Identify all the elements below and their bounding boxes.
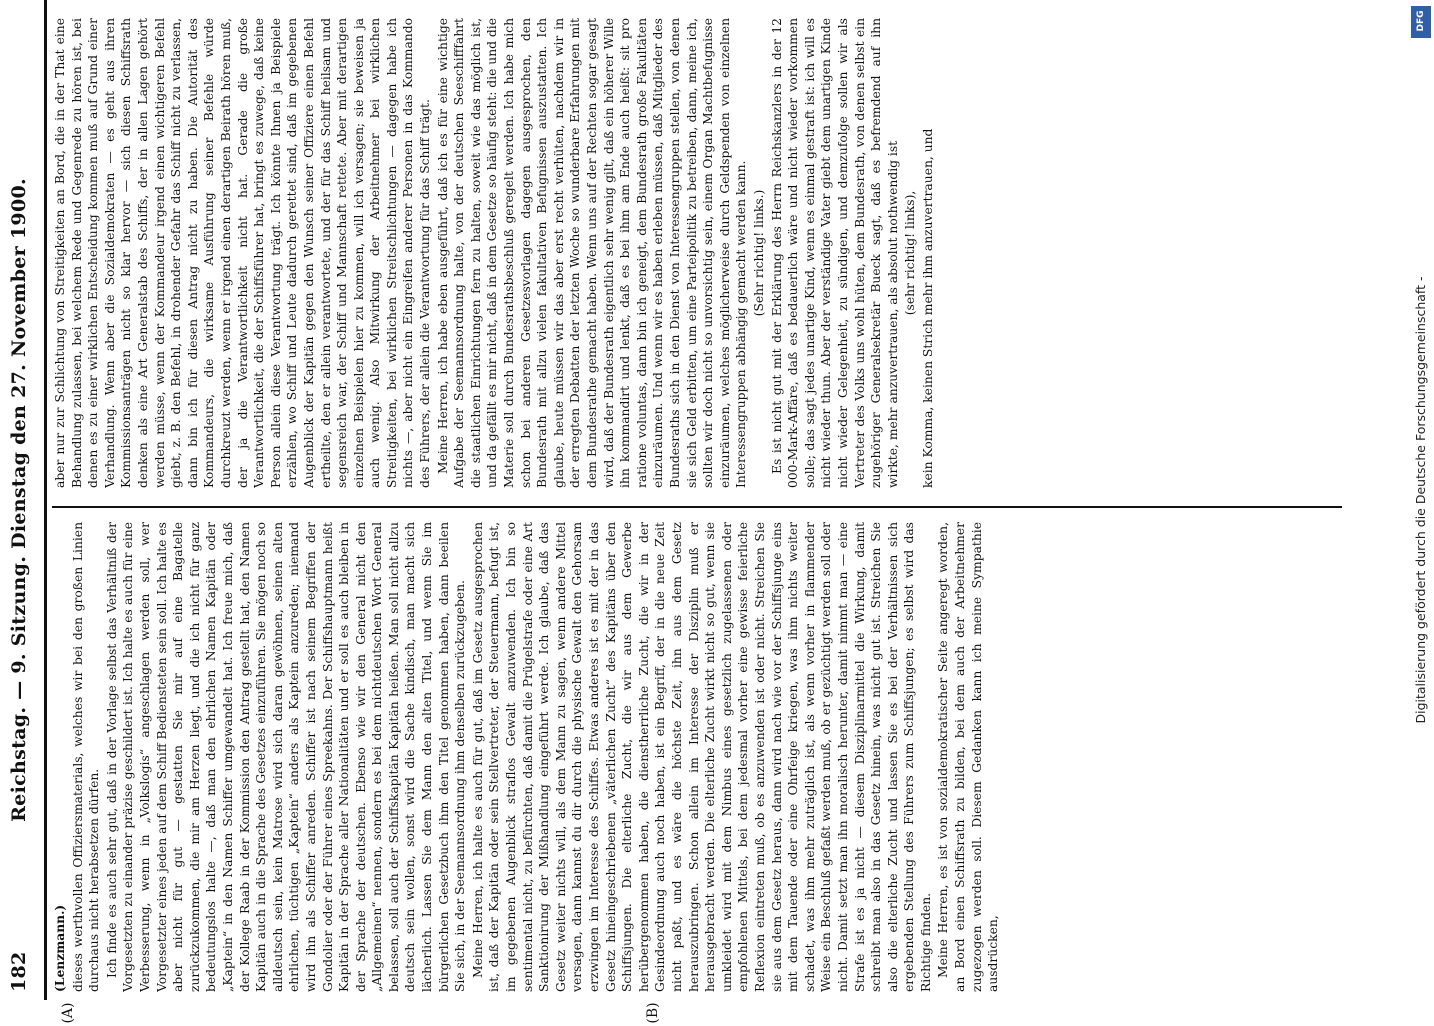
page-header [0, 0, 40, 1000]
stage-direction: (Sehr richtig! links.) [751, 189, 766, 317]
paragraph: Ich finde es auch sehr gut, daß in der Vorlage selbst das Verhältniß der Vorgesetzten zu einander präzise geschildert ist. Ich halte es auch für eine Verbesserung, wenn in „Volkslogis“ angeschlagen werden soll, wer Vorgesetzter eines jeden auf dem Schiff Bediensteten sein soll. Ich halte es aber nicht für gut — gestatten Sie mir auf eine Bagatelle zurückzukommen, die mir am Herzen liegt, und die ich nicht für ganz bedeutungslos halte —, daß man den ehrlichen Namen Kapitän oder „Kaptein“ in den Namen Schiffer umgewandelt hat. Ich freue mich, daß der Kollege Raab in der Kommission den Antrag gestellt hat, den Namen Kapitän auch in die Sprache des Gesetzes einzuführen. Sie mögen noch so alldeutsch sein, kein Matrose wird sich daran gewöhnen, seinen alten ehrlichen, tüchtigen „Kaptein“ anders als Kaptein anzureden; niemand wird ihn als Schiffer anreden. Schiffer ist nach seinem Begriffen der Gondolier oder der Führer eines Spreekahns. Der Schiffshauptmann heißt Kapitän in der Sprache aller Nationalitäten und er soll es auch bleiben in der Sprache der deutschen. Ebenso wie wir den General nicht den „Allgemeinen“ nennen, sondern es bei dem nichtdeutschen Wort General belassen, soll auch der Schiffskapitän Kapitän heißen. Man soll nicht allzu deutsch sein wollen, sonst wird die Sache kindisch, man macht sich lächerlich. Lassen Sie dem Mann den alten Titel, und wenn Sie im bürgerlichen Gesetzbuch ihm den Titel genommen haben, dann beeilen Sie sich, in der Seemannsordnung ihm denselben zurückzugeben. [104, 522, 468, 992]
paragraph: Es ist nicht gut mit der Erklärung des Herrn Reichskanzlers in der 12 000-Mark-Affäre, daß es bedauerlich wäre und nicht wieder vorkommen solle; das sagt jedes unartige Kind, wenn es einmal gestraft ist: ich will es nicht wieder thun. Aber der verständige Vater giebt dem unartigen Kinde nicht wieder Gelegenheit, zu sündigen, und demzufolge sollen wir als Vertreter des Volks uns wohl hüten, dem Bundesrath, von denen selbst ein zugehöriger Generalsekretär Bueck sagt, daß es befremdend auf ihn wirkte, mehr anzuvertrauen, als absolut nothwendig ist [769, 18, 900, 488]
page-number: 182 [8, 951, 30, 992]
paragraph: Meine Herren, ich habe eben ausgeführt, daß ich es für eine wichtige Aufgabe der Seemannsordnung halte, von der deutschen Seeschifffahrt die staatlichen Einrichtungen fern zu halten, soweit wie das möglich ist, und da gefällt es mir nicht, daß in dem Gesetze so häufig steht: die und die Materie soll durch Bundesrathsbeschluß geregelt werden. Ich habe mich schon bei anderen Gesetzesvorlagen dagegen ausgesprochen, den Bundesrath mit allzu vielen fakultativen Befugnissen auszustatten. Ich glaube, heute müssen wir das aber erst recht verhüten, nachdem wir in der erregten Debatten der letzten Woche so wunderbare Erfahrungen mit dem Bundesrathe gemacht haben. Wenn uns auf der Rechten sogar gesagt wird, daß der Bundesrath eigentlich sehr wenig gilt, daß ein höherer Wille ihn kommandirt und lenkt, daß es bei ihm am Ende auch heißt: sit pro ratione voluntas, dann bin ich geneigt, dem Bundesrath große Fakultäten einzuräumen. Und wenn wir es haben erleben müssen, daß Mitglieder des Bundesraths sich in den Dienst von Interessengruppen stellen, von denen sie sich Geld erbitten, um eine Parteipolitik zu betreiben, dann, meine ich, sollten wir doch nicht so unvorsichtig sein, einem Organ Machtbefugnisse einzuräumen, welches möglicherweise durch Geldspenden von einzelnen Interessengruppen abhängig gemacht werden kann. [435, 18, 749, 488]
paragraph: Meine Herren, ich halte es auch für gut, daß im Gesetz ausgesprochen ist, daß der Kapitän oder sein Stellvertreter, der Steuermann, befugt ist, im gegebenen Augenblick straflos Gewalt anzuwenden. Ich bin so sentimental nicht, zu befürchten, daß damit die Prügelstrafe oder eine Art Sanktionirung der Mißhandlung eingeführt werde. Ich glaube, daß das Gesetz weiter nichts will, als dem Mann zu sagen, wenn andere Mittel versagen, dann kannst du dir durch die physische Gewalt den Gehorsam erzwingen im Interesse des Schiffes. Etwas anderes ist es mit der in das Gesetz hineingeschriebenen „väterlichen Zucht“ des Kapitäns über den Schiffsjungen. Die elterliche Zucht, die wir aus dem Gewerbe herübergenommen haben, die dienstherrliche Zucht, die wir in der Gesindeordnung auch noch haben, ist ein Begriff, der in die neue Zeit nicht paßt, und es wäre die höchste Zeit, ihn aus dem Gesetz herauszubringen. Schon allein im Interesse der Disziplin muß er herausgebracht werden. Die elterliche Zucht wirkt nicht so gut, wenn sie umkleidet wird mit dem Nimbus eines gesetzlich zugelassenen oder empfohlenen Mittels, bei dem jedesmal vorher eine gewisse feierliche Reflexion eintreten muß, ob es anzuwenden ist oder nicht. Streichen Sie sie aus dem Gesetz heraus, dann wird nach wie vor der Schiffsjunge eins mit dem Tauende oder eine Ohrfeige kriegen, was ihm nichts weiter schadet, was ihm mehr zuträglich ist, als wenn vorher in flammender Weise ein Beschluß gefaßt werden muß, ob er gezüchtigt werden soll oder nicht. Damit setzt man ihn moralisch herunter, damit nimmt man — eine Strafe ist es ja nicht — diesem Disziplinarmittel die Wirkung, damit schreibt man also in das Gesetz hinein, was nicht gut ist. Streichen Sie also die elterliche Zucht und lassen Sie es bei der Verhältnissen sich ergebenden Stellung des Führers zum Schiffsjungen; es selbst wird das Richtige finden. [470, 522, 933, 992]
paragraph: kein Komma, keinen Strich mehr ihm anzuvertrauen, und [920, 128, 935, 488]
speaker-name: (Lenzmann.) [52, 904, 67, 992]
right-column [52, 18, 1342, 488]
paragraph: dieses werthvollen Offiziersmaterials, welches wir bei den großen Linien durchaus nicht herabsetzen dürfen. [70, 522, 102, 992]
paragraph: aber nur zur Schlichtung von Streitigkeiten an Bord, die in der That eine Behandlung zulassen, bei welchem Rede und Gegenrede zu hören ist, bei denen es zu einer wirklichen Entscheidung kommen muß auf Grund einer Verhandlung. Wenn aber die Sozialdemokraten — es geht aus ihren Kommissionsanträgen nicht so klar hervor — sich diesen Schiffsrath denken als eine Art Generalstab des Schiffs, der in allen Lagen gehört werden müsse, wenn der Kommandeur irgend einen wichtigeren Befehl giebt, z. B. den Befehl, in drohender Gefahr das Schiff nicht zu verlassen, dann bin ich für diesen Antrag nicht zu haben. Die Autorität des Kommandeurs, die wirksame Ausführung seiner Befehle würde durchkreuzt werden, wenn er irgend einen derartigen Beirath hören muß, der ja die Verantwortlichkeit nicht hat. Gerade die große Verantwortlichkeit, die der Schiffsführer hat, bringt es zuwege, daß keine Person allein diese Verantwortung trägt. Ich könnte Ihnen ja Beispiele erzählen, wo Schiff und Leute dadurch gerettet sind, daß im gegebenen Augenblick der Kapitän gegen den Wunsch seiner Offiziere einen Befehl ertheilte, den er allein verantwortete, und der für das Schiff heilsam und segensreich war, der Schiff und Mannschaft rettete. Aber mit derartigen einzelnen Beispielen hier zu kommen, will ich versagen; sie beweisen ja auch wenig. Also Mitwirkung der Arbeitnehmer bei wirklichen Streitigkeiten, bei wirklichen Streitschlichtungen — dagegen habe ich nichts —, aber nicht ein Eingreifen anderer Personen in das Kommando des Führers, der allein die Verantwortung für das Schiff trägt. [53, 18, 433, 488]
column-divider [52, 506, 1342, 508]
page-title: Reichstag. — 9. Sitzung. Dienstag den 27. November 1900. [8, 178, 30, 822]
margin-marker-a: (A) [60, 1002, 76, 1024]
header-rule [44, 0, 47, 1000]
dfg-logo-text: DFG [1416, 10, 1426, 32]
credit-text: Digitalisierung gefördert durch die Deutsche Forschungsgemeinschaft - [1413, 276, 1428, 724]
margin-marker-b: (B) [645, 1002, 661, 1024]
stage-direction: (sehr richtig! links), [903, 190, 918, 316]
paragraph: Meine Herren, es ist von sozialdemokratischer Seite angeregt worden, an Bord einen Schiffsrath zu bilden, bei dem auch der Arbeitnehmer zugezogen werden soll. Diesem Gedanken kann ich meine Sympathie ausdrücken, [936, 522, 1001, 992]
digitization-credit [1408, 0, 1434, 1000]
left-column [52, 522, 1342, 992]
